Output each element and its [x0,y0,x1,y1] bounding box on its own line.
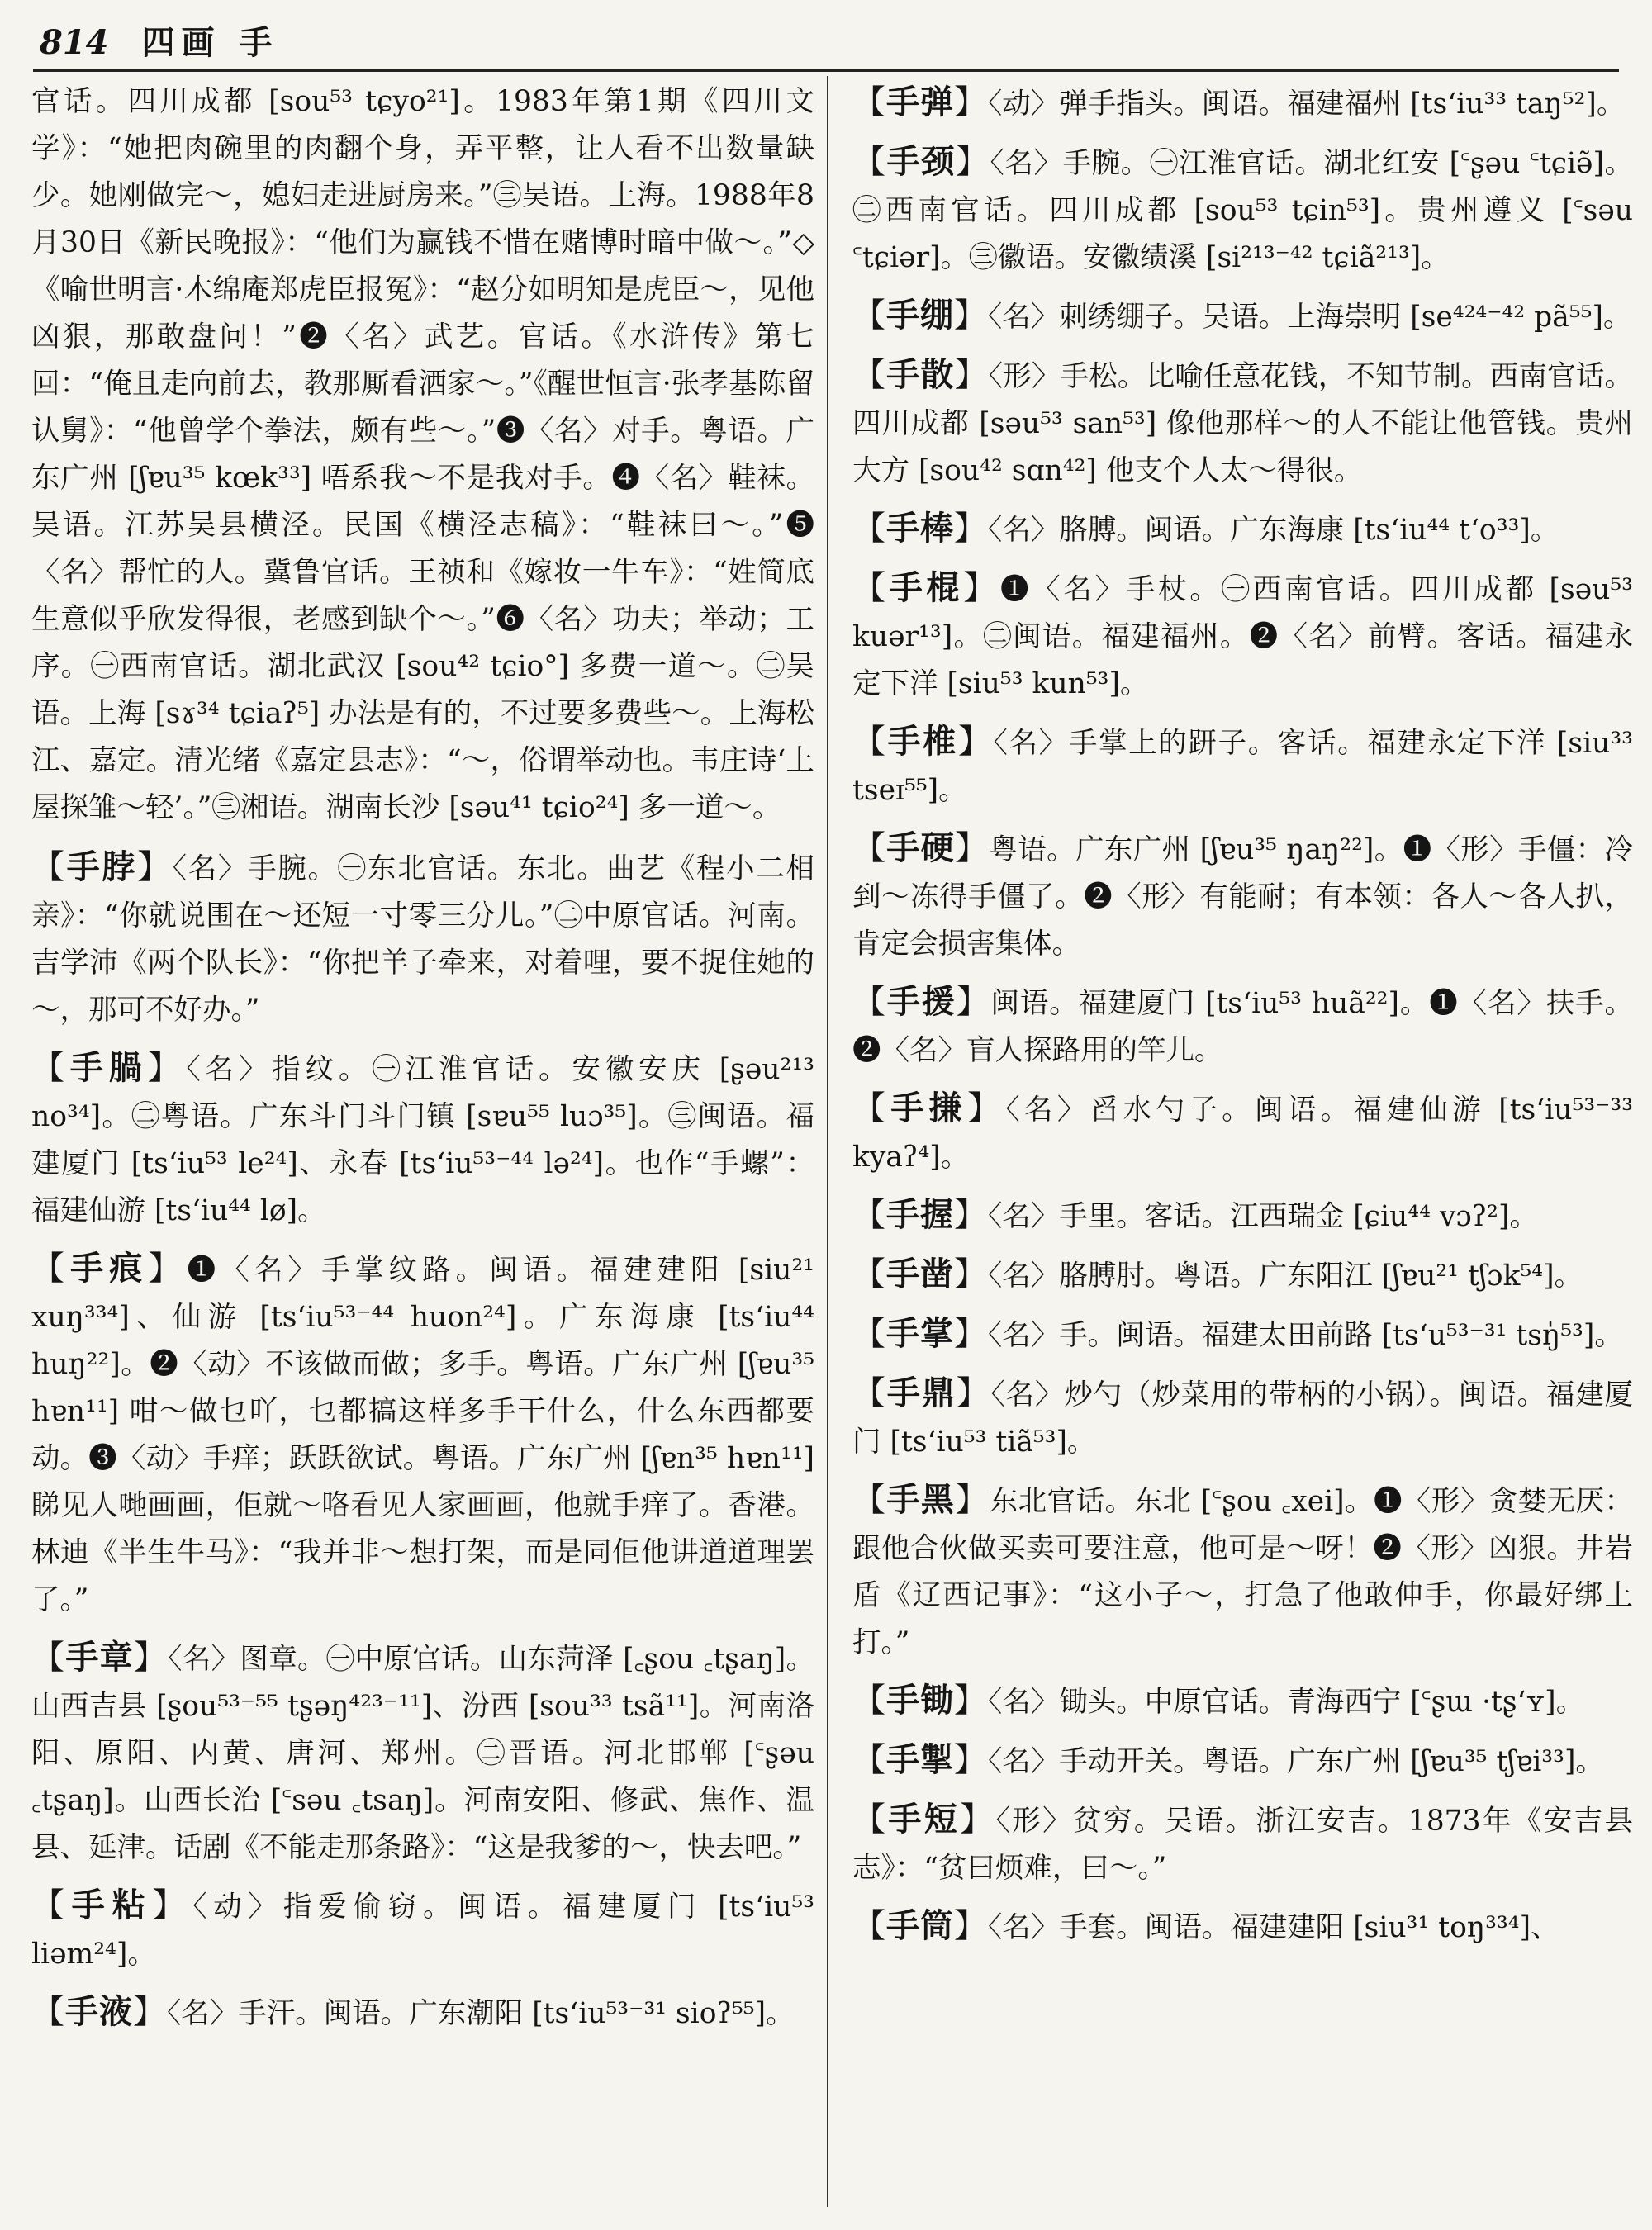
entry-headword [31,1992,167,2031]
bracket-open: 【 [852,1374,887,1412]
headword-text: 手短 [888,1800,961,1839]
bracket-open: 【 [31,1886,72,1924]
entry-headword [852,1906,988,1945]
dictionary-entry [852,1084,1633,1181]
bracket-close: 】 [954,297,988,334]
bracket-close: 】 [133,1993,167,2031]
entry-definition: 〈名〉图章。㊀中原官话。山东菏泽 [꜀ʂou ꜀tʂaŋ]。山西吉县 [ʂou⁵³⁻⁵⁵ tʂəŋ⁴²³⁻¹¹]、汾西 [sou³³ tsã¹¹]。河南洛阳、原阳、内黄、唐河、郑州。㊁晋语。河北邯郸 [꜂ʂəu ꜀tʂaŋ]。山西长治 [꜂səu ꜀tsaŋ]。河南安阳、修武、焦作、温县、延津。话剧《不能走那条路》：“这是我爹的～，快去吧。” [31,1643,814,1864]
bracket-open: 【 [852,1741,886,1779]
headword-text: 手痕 [70,1249,149,1288]
entry-definition: 闽语。福建厦门 [tsʻiu⁵³ huã²²]。❶〈名〉扶手。❷〈名〉盲人探路用的竿儿。 [852,987,1633,1067]
entry-definition: 〈名〉指纹。㊀江淮官话。安徽安庆 [ʂəu²¹³ no³⁴]。㊁粤语。广东斗门斗门镇 [sɐu⁵⁵ luɔ³⁵]。㊂闽语。福建厦门 [tsʻiu⁵³ le²⁴]、永春 [tsʻiu⁵³⁻⁴⁴ lə²⁴]。也作“手螺”：福建仙游 [tsʻiu⁴⁴ lø]。 [31,1053,814,1227]
bracket-open: 【 [852,1481,887,1519]
entry-headword [852,1740,988,1779]
dictionary-entry [852,978,1633,1075]
entry-headword [852,1195,988,1234]
entry-headword [852,509,988,548]
bracket-close: 】 [963,569,1000,607]
entry-definition: 〈形〉手松。比喻任意花钱，不知节制。西南官话。四川成都 [səu⁵³ san⁵³] 像他那样～的人不能让他管钱。贵州大方 [sou⁴² sɑn⁴²] 他支个人太～得很。 [852,360,1633,487]
bracket-open: 【 [852,829,887,867]
entry-headword [852,142,990,181]
headword-text: 手弹 [886,83,954,121]
entry-headword [852,1374,990,1412]
continued-entry: 官话。四川成都 [sou⁵³ tɕyo²¹]。1983年第1期《四川文学》：“她把肉碗里的肉翻个身，弄平整，让人看不出数量缺少。她刚做完～，媳妇走进厨房来。”㊂吴语。上海。1988年8月30日《新民晚报》：“他们为赢钱不惜在赌博时暗中做～。”◇《喻世明言·木绵庵郑虎臣报冤》：“赵分如明知是虎臣～，见他凶狠，那敢盘问！”❷〈名〉武艺。官话。《水浒传》第七回：“俺且走向前去，教那厮看洒家～。”《醒世恒言·张孝基陈留认舅》：“他曾学个拳法，颇有些～。”❸〈名〉对手。粤语。广东广州 [ʃɐu³⁵ kœk³³] 唔系我～不是我对手。❹〈名〉鞋袜。吴语。江苏吴县横泾。民国《横泾志稿》：“鞋袜曰～。”❺〈名〉帮忙的人。冀鲁官话。王祯和《嫁妆一牛车》：“姓简底生意似乎欣发得很，老感到缺个～。”❻〈名〉功夫；举动；工序。㊀西南官话。湖北武汉 [sou⁴² tɕio°] 多费一道～。㊁吴语。上海 [sɤ³⁴ tɕiaʔ⁵] 办法是有的，不过要多费些～。上海松江、嘉定。清光绪《嘉定县志》：“～，俗谓举动也。韦庄诗‘上屋探雏～轻’。”㊂湘语。湖南长沙 [səu⁴¹ tɕio²⁴] 多一道～。 [31,85,814,824]
entry-headword [852,982,991,1021]
bracket-close: 】 [152,1886,193,1924]
entry-definition: 东北官话。东北 [꜂ʂou ꜀xei]。❶〈形〉贪婪无厌：跟他合伙做买卖可要注意，他可是～呀！❷〈形〉凶狠。井岩盾《辽西记事》：“这小子～，打急了他敢伸手，你最好绑上打。” [852,1485,1633,1659]
headword-text: 手颈 [886,142,956,181]
headword-text: 手搛 [890,1089,968,1127]
right-column [852,78,1633,2213]
bracket-open: 【 [852,1801,889,1839]
entry-headword [852,828,989,867]
entry-definition: 〈名〉舀水勺子。闽语。福建仙游 [tsʻiu⁵³⁻³³ kyaʔ⁴]。 [852,1094,1633,1174]
bracket-close: 】 [954,356,989,394]
dictionary-entry [852,1476,1633,1667]
bracket-open: 【 [852,1682,886,1720]
bracket-close: 】 [967,1089,1006,1127]
bracket-open: 【 [852,1089,891,1127]
entry-headword [852,568,1000,607]
bracket-close: 】 [957,723,994,761]
dictionary-entry [852,1677,1633,1726]
entry-headword [852,1089,1005,1127]
headword-text: 手黑 [886,1480,956,1519]
entry-definition: 〈名〉手腕。㊀江淮官话。湖北红安 [꜂ʂəu ꜂tɕiə̃]。㊁西南官话。四川成都 [sou⁵³ tɕin⁵³]。贵州遵义 [꜂səu ꜂tɕiər]。㊂徽语。安徽绩溪 [si²¹³⁻⁴² tɕiã²¹³]。 [852,147,1633,274]
bracket-open: 【 [31,1250,71,1288]
headword-text: 手脖 [66,847,138,886]
page-title: 四画 手 [141,23,279,62]
entry-definition: 粤语。广东广州 [ʃɐu³⁵ ŋaŋ²²]。❶〈形〉手僵：冷到～冻得手僵了。❷〈形〉有能耐；有本领：各人～各人扒，肯定会损害集体。 [852,833,1633,961]
bracket-open: 【 [852,83,886,121]
bracket-open: 【 [852,569,890,607]
headword-text: 手液 [65,1992,133,2031]
dictionary-entry [852,1796,1633,1892]
bracket-open: 【 [31,848,67,886]
entry-headword [852,1480,990,1519]
headword-text: 手粘 [71,1886,153,1924]
column-divider [827,76,828,2207]
dictionary-entry [852,1250,1633,1300]
entry-definition: 〈动〉指爱偷窃。闽语。福建厦门 [tsʻiu⁵³ liəm²⁴]。 [31,1891,814,1971]
dictionary-entry [31,1634,814,1872]
headword-text: 手援 [886,982,957,1021]
bracket-close: 】 [954,1315,988,1353]
dictionary-entry [31,843,814,1034]
bracket-close: 】 [955,1481,990,1519]
headword-text: 手散 [886,355,955,394]
entry-headword [852,296,988,334]
dictionary-entry [852,1736,1633,1786]
entry-headword [852,722,994,761]
bracket-close: 】 [147,1049,187,1087]
entry-headword [31,1249,188,1288]
headword-text: 手棍 [889,568,964,607]
entry-definition: 〈动〉弹手指头。闽语。福建福州 [tsʻiu³³ taŋ⁵²]。 [988,88,1626,121]
header-rule [33,69,1619,72]
bracket-open: 【 [852,1196,886,1234]
dictionary-entry [852,824,1633,968]
bracket-close: 】 [133,1639,169,1677]
entry-definition: 〈名〉手腕。㊀东北官话。东北。曲艺《程小二相亲》：“你就说围在～还短一寸零三分儿。”㊁中原官话。河南。吉学沛《两个队长》：“你把羊子牵来，对着哩，要不捉住她的～，那可不好办。” [31,852,814,1027]
headword-text: 手棒 [886,509,954,548]
entry-headword [31,847,173,886]
left-column [31,78,814,2213]
bracket-open: 【 [31,1639,66,1677]
bracket-close: 】 [955,143,990,181]
dictionary-entry [852,564,1633,708]
entry-definition: ❶〈名〉手杖。㊀西南官话。四川成都 [səu⁵³ kuər¹³]。㊁闽语。福建福州。❷〈名〉前臂。客话。福建永定下洋 [siu⁵³ kun⁵³]。 [852,573,1633,700]
bracket-open: 【 [852,1315,886,1353]
entry-definition: 〈名〉锄头。中原官话。青海西宁 [꜂ʂɯ ·tʂʻʏ]。 [988,1686,1585,1719]
headword-text: 手握 [886,1195,954,1234]
entry-headword [852,1800,996,1839]
page-number: 814 [40,23,109,62]
dictionary-entry [852,292,1633,341]
entry-definition: 〈名〉手动开关。粤语。广东广州 [ʃɐu³⁵ tʃɐi³³]。 [988,1745,1604,1778]
bracket-close: 】 [137,848,173,886]
headword-text: 手章 [65,1638,134,1677]
dictionary-entry [31,1988,814,2038]
entry-definition: 〈名〉手。闽语。福建太田前路 [tsʻu⁵³⁻³¹ tsŋ̍⁵³]。 [988,1319,1623,1352]
entry-definition: ❶〈名〉手掌纹路。闽语。福建建阳 [siu²¹ xuŋ³³⁴]、仙游 [tsʻiu⁵³⁻⁴⁴ huon²⁴]。广东海康 [tsʻiu⁴⁴ huŋ²²]。❷〈动〉不该做而做；多手。粤语。广东广州 [ʃɐu³⁵ hɐn¹¹] 咁～做乜吖，乜都搞这样多手干什么，什么东西都要动。❸〈动〉手痒；跃跃欲试。粤语。广东广州 [ʃɐn³⁵ hɐn¹¹] 睇见人哋画画，佢就～咯看见人家画画，他就手痒了。香港。林迪《半生牛马》：“我并非～想打架，而是同佢他讲道道理罢了。” [31,1254,814,1616]
dictionary-entry [852,718,1633,814]
entry-headword [852,1681,988,1720]
left-entry-list [31,843,814,2038]
entry-definition: 〈名〉炒勺（炒菜用的带柄的小锅）。闽语。福建厦门 [tsʻiu⁵³ tiã⁵³]。 [852,1378,1633,1459]
headword-text: 手椎 [887,722,958,761]
entry-headword [852,1314,988,1353]
bracket-open: 【 [852,297,886,334]
headword-text: 手腡 [69,1048,148,1087]
bracket-open: 【 [852,723,888,761]
dictionary-entry [31,1044,814,1235]
entry-definition: 〈名〉手套。闽语。福建建阳 [siu³¹ toŋ³³⁴]、 [988,1911,1559,1944]
dictionary-entry [31,1881,814,1978]
bracket-open: 【 [852,143,887,181]
entry-headword [31,1048,186,1087]
entry-headword [852,1255,988,1293]
entry-definition: 〈名〉刺绣绷子。吴语。上海崇明 [se⁴²⁴⁻⁴² pã⁵⁵]。 [988,301,1632,334]
bracket-close: 】 [954,1682,988,1720]
bracket-close: 】 [954,510,988,548]
bracket-close: 】 [148,1250,188,1288]
bracket-open: 【 [852,983,887,1021]
bracket-close: 】 [954,1196,988,1234]
headword-text: 手鼎 [886,1374,957,1412]
entry-definition: 〈名〉胳膊。闽语。广东海康 [tsʻiu⁴⁴ tʻo³³]。 [988,514,1559,547]
bracket-close: 】 [954,1741,988,1779]
entry-headword [31,1886,192,1924]
dictionary-entry [852,351,1633,495]
dictionary-entry [852,1369,1633,1466]
bracket-open: 【 [852,356,887,394]
headword-text: 手硬 [886,828,956,867]
dictionary-entry [852,1310,1633,1359]
headword-text: 手筒 [886,1906,954,1945]
dictionary-entry [852,1191,1633,1241]
bracket-close: 】 [956,1374,991,1412]
entry-definition: 〈形〉贫穷。吴语。浙江安吉。1873年《安吉县志》：“贫曰烦难，曰～。” [852,1805,1633,1885]
bracket-close: 】 [956,983,991,1021]
bracket-close: 】 [954,83,988,121]
right-entry-list [852,78,1633,1952]
bracket-close: 】 [954,1907,988,1945]
entry-definition: 〈名〉手汗。闽语。广东潮阳 [tsʻiu⁵³⁻³¹ sioʔ⁵⁵]。 [167,1997,795,2030]
entry-headword [31,1638,168,1677]
bracket-open: 【 [852,1907,886,1945]
dictionary-entry [852,505,1633,554]
bracket-close: 】 [955,829,990,867]
headword-text: 手绷 [886,296,954,334]
headword-text: 手掣 [886,1740,954,1779]
bracket-close: 】 [954,1255,988,1293]
headword-text: 手锄 [886,1681,954,1720]
headword-text: 手凿 [886,1255,954,1293]
bracket-close: 】 [960,1801,996,1839]
page-header [40,17,278,66]
entry-definition: 〈名〉胳膊肘。粤语。广东阳江 [ʃɐu²¹ tʃɔk⁵⁴]。 [988,1260,1583,1293]
bracket-open: 【 [31,1993,65,2031]
entry-definition: 〈名〉手掌上的趼子。客话。福建永定下洋 [siu³³ tseɪ⁵⁵]。 [852,727,1633,807]
bracket-open: 【 [31,1049,70,1087]
headword-text: 手掌 [886,1314,954,1353]
dictionary-entry [852,1902,1633,1952]
dictionary-entry [852,78,1633,128]
dictionary-entry [852,138,1633,282]
bracket-open: 【 [852,510,886,548]
entry-headword [852,355,989,394]
dictionary-entry [31,1245,814,1624]
entry-definition: 〈名〉手里。客话。江西瑞金 [ɕiu⁴⁴ vɔʔ²]。 [988,1200,1538,1233]
bracket-open: 【 [852,1255,886,1293]
entry-headword [852,83,988,121]
